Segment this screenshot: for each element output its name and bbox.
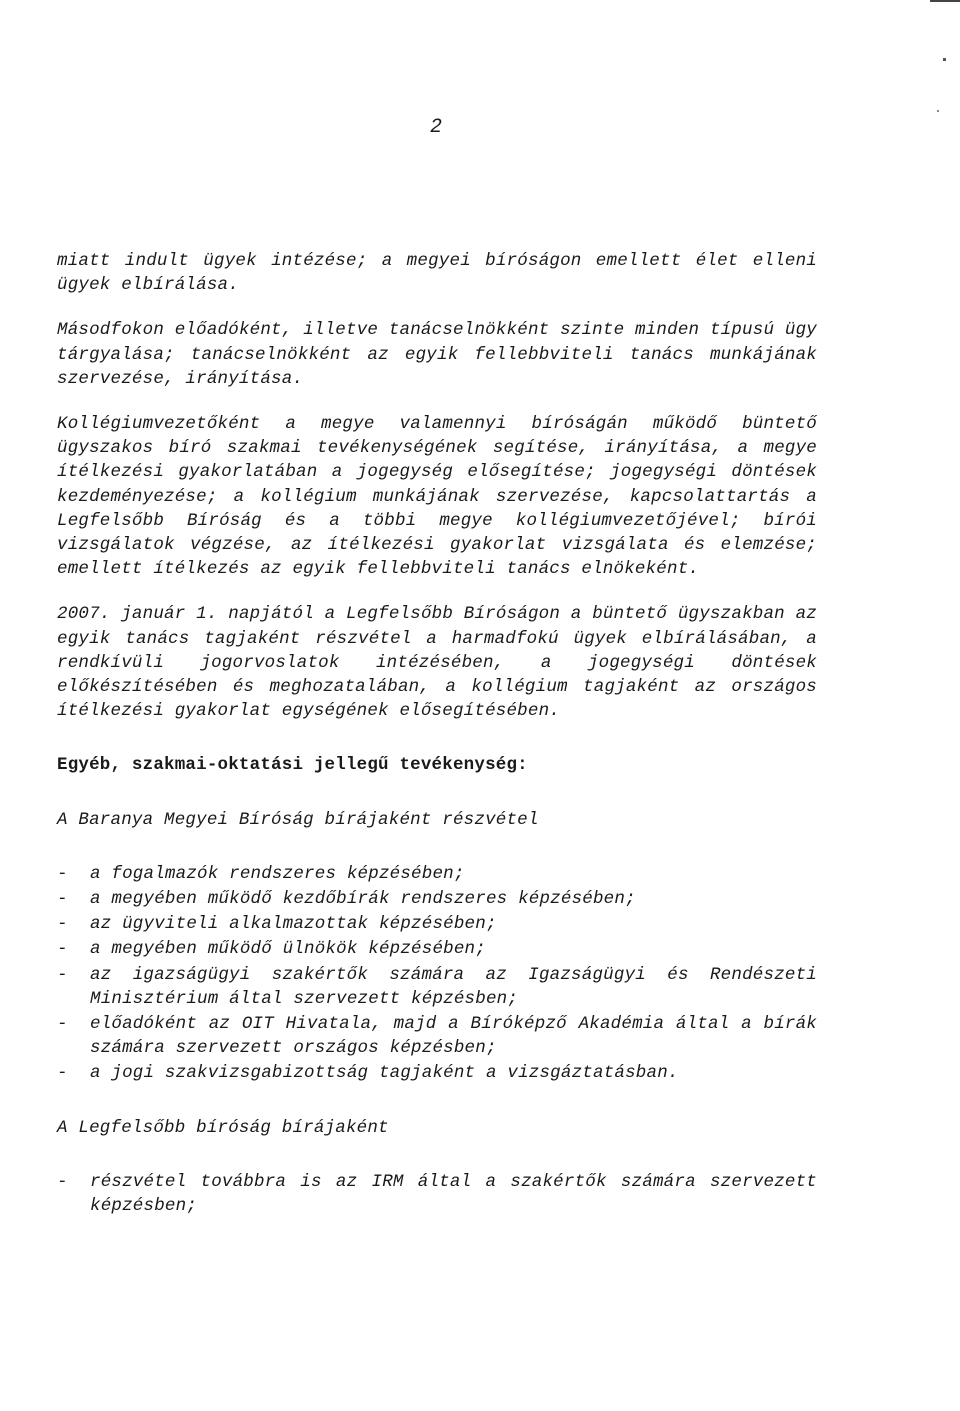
list-item-text: az ügyviteli alkalmazottak képzésében; <box>90 914 497 935</box>
page-number: 2 <box>430 116 443 139</box>
paragraph: Másodfokon előadóként, illetve tanácselnökként szinte minden típusú ügy tárgyalása; tanácselnökként az egyik fellebbviteli tanács munkájának szervezése, irányítása. <box>57 320 817 389</box>
scan-edge-mark <box>930 0 960 2</box>
list-item <box>57 1170 817 1218</box>
list-item <box>57 887 817 911</box>
list-item-text: a megyében működő kezdőbírák rendszeres képzésében; <box>90 889 636 910</box>
dash-bullet: - <box>57 1171 68 1192</box>
list-item-text: az igazságügyi szakértők számára az Igazságügyi és Rendészeti Minisztérium által szervezett képzésben; <box>90 964 817 1009</box>
dash-bullet: - <box>57 889 68 910</box>
paragraph: miatt indult ügyek intézése; a megyei bíróságon emellett élet elleni ügyek elbírálása. <box>57 251 817 296</box>
list-item <box>57 1061 817 1085</box>
scan-speck <box>937 110 939 112</box>
list-item <box>57 963 817 1011</box>
section-heading: Egyéb, szakmai-oktatási jellegű tevékenység: <box>57 755 528 776</box>
document-body <box>57 249 817 1248</box>
paragraph: 2007. január 1. napjától a Legfelsőbb Bíróságon a büntető ügyszakban az egyik tanács tagjaként részvétel a harmadfokú ügyek elbírálásában, a rendkívüli jogorvoslatok intézésében, a jogegységi döntések előkészítésében és meghozatalában, a kollégium tagjaként az országos ítélkezési gyakorlat egységének elősegítésében. <box>57 604 817 722</box>
dash-bullet: - <box>57 863 68 884</box>
activity-list <box>57 1170 817 1218</box>
activity-list <box>57 862 817 1086</box>
dash-bullet: - <box>57 964 68 985</box>
dash-bullet: - <box>57 939 68 960</box>
list-item-text: a jogi szakvizsgabizottság tagjaként a vizsgáztatásban. <box>90 1063 679 1084</box>
dash-bullet: - <box>57 1014 68 1035</box>
list-item-text: előadóként az OIT Hivatala, majd a Bíróképző Akadémia által a bírák számára szervezett országos képzésben; <box>90 1014 817 1059</box>
list-intro: A Baranya Megyei Bíróság bírájaként részvétel <box>57 809 539 830</box>
dash-bullet: - <box>57 914 68 935</box>
list-intro: A Legfelsőbb bíróság bírájaként <box>57 1117 389 1138</box>
list-item <box>57 937 817 961</box>
list-item-text: a fogalmazók rendszeres képzésében; <box>90 863 465 884</box>
dash-bullet: - <box>57 1063 68 1084</box>
list-item-text: részvétel továbbra is az IRM által a szakértők számára szervezett képzésben; <box>90 1171 817 1217</box>
scan-speck <box>943 58 946 61</box>
paragraph: Kollégiumvezetőként a megye valamennyi bíróságán működő büntető ügyszakos bíró szakmai tevékenységének segítése, irányítása, a megye ítélkezési gyakorlatában a jogegység elősegítése; jogegységi döntések kezdeményezése; a kollégium munkájának szervezése, kapcsolattartás a Legfelsőbb Bíróság és a többi megye kollégiumvezetőjével; bírói vizsgálatok végzése, az ítélkezési gyakorlat vizsgálata és elemzése; emellett ítélkezés az egyik fellebbviteli tanács elnökeként. <box>57 414 817 580</box>
list-item <box>57 862 817 886</box>
list-item-text: a megyében működő ülnökök képzésében; <box>90 939 486 960</box>
list-item <box>57 912 817 936</box>
list-item <box>57 1012 817 1060</box>
